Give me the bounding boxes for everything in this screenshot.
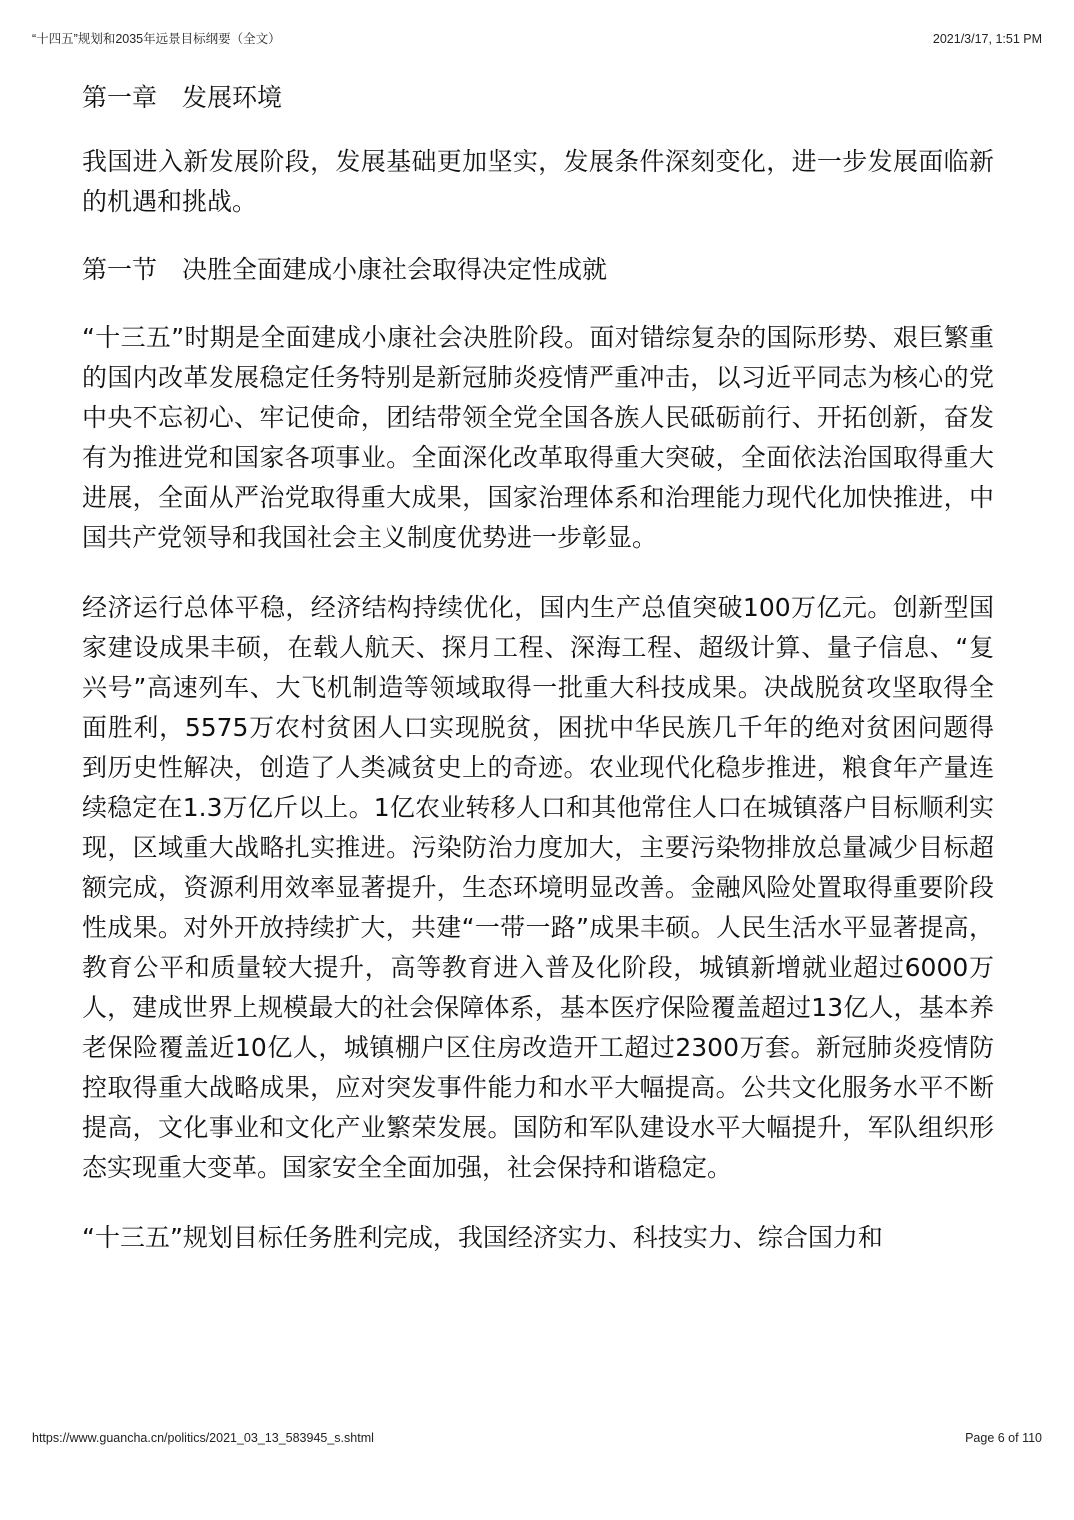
print-datetime: 2021/3/17, 1:51 PM	[932, 32, 1042, 46]
source-url[interactable]: https://www.guancha.cn/politics/2021_03_13_583945_s.shtml	[32, 1431, 374, 1445]
paragraph-2: 经济运行总体平稳，经济结构持续优化，国内生产总值突破100万亿元。创新型国家建设成果丰硕，在载人航天、探月工程、深海工程、超级计算、量子信息、“复兴号”高速列车、大飞机制造等领域取得一批重大科技成果。决战脱贫攻坚取得全面胜利，5575万农村贫困人口实现脱贫，困扰中华民族几千年的绝对贫困问题得到历史性解决，创造了人类减贫史上的奇迹。农业现代化稳步推进，粮食年产量连续稳定在1.3万亿斤以上。1亿农业转移人口和其他常住人口在城镇落户目标顺利实现，区域重大战略扎实推进。污染防治力度加大，主要污染物排放总量减少目标超额完成，资源利用效率显著提升，生态环境明显改善。金融风险处置取得重要阶段性成果。对外开放持续扩大，共建“一带一路”成果丰硕。人民生活水平显著提高，教育公平和质量较大提升，高等教育进入普及化阶段，城镇新增就业超过6000万人，建成世界上规模最大的社会保障体系，基本医疗保险覆盖超过13亿人，基本养老保险覆盖近10亿人，城镇棚户区住房改造开工超过2300万套。新冠肺炎疫情防控取得重大战略成果，应对突发事件能力和水平大幅提高。公共文化服务水平不断提高，文化事业和文化产业繁荣发展。国防和军队建设水平大幅提升，军队组织形态实现重大变革。国家安全全面加强，社会保持和谐稳定。	[82, 593, 994, 1182]
section-heading: 第一节 决胜全面建成小康社会取得决定性成就	[82, 255, 608, 284]
intro-paragraph: 我国进入新发展阶段，发展基础更加坚实，发展条件深刻变化，进一步发展面临新的机遇和挑战。	[82, 147, 994, 216]
document-title: “十四五”规划和2035年远景目标纲要（全文）	[32, 32, 281, 46]
print-footer	[32, 1430, 1042, 1446]
paragraph-1: “十三五”时期是全面建成小康社会决胜阶段。面对错综复杂的国际形势、艰巨繁重的国内改革发展稳定任务特别是新冠肺炎疫情严重冲击，以习近平同志为核心的党中央不忘初心、牢记使命，团结带领全党全国各族人民砥砺前行、开拓创新，奋发有为推进党和国家各项事业。全面深化改革取得重大突破，全面依法治国取得重大进展，全面从严治党取得重大成果，国家治理体系和治理能力现代化加快推进，中国共产党领导和我国社会主义制度优势进一步彰显。	[82, 323, 994, 552]
paragraph-3: “十三五”规划目标任务胜利完成，我国经济实力、科技实力、综合国力和	[82, 1223, 883, 1252]
page-indicator: Page 6 of 110	[965, 1431, 1042, 1445]
article-body	[82, 78, 994, 1258]
print-header	[32, 31, 1042, 47]
chapter-heading: 第一章 发展环境	[82, 83, 283, 112]
